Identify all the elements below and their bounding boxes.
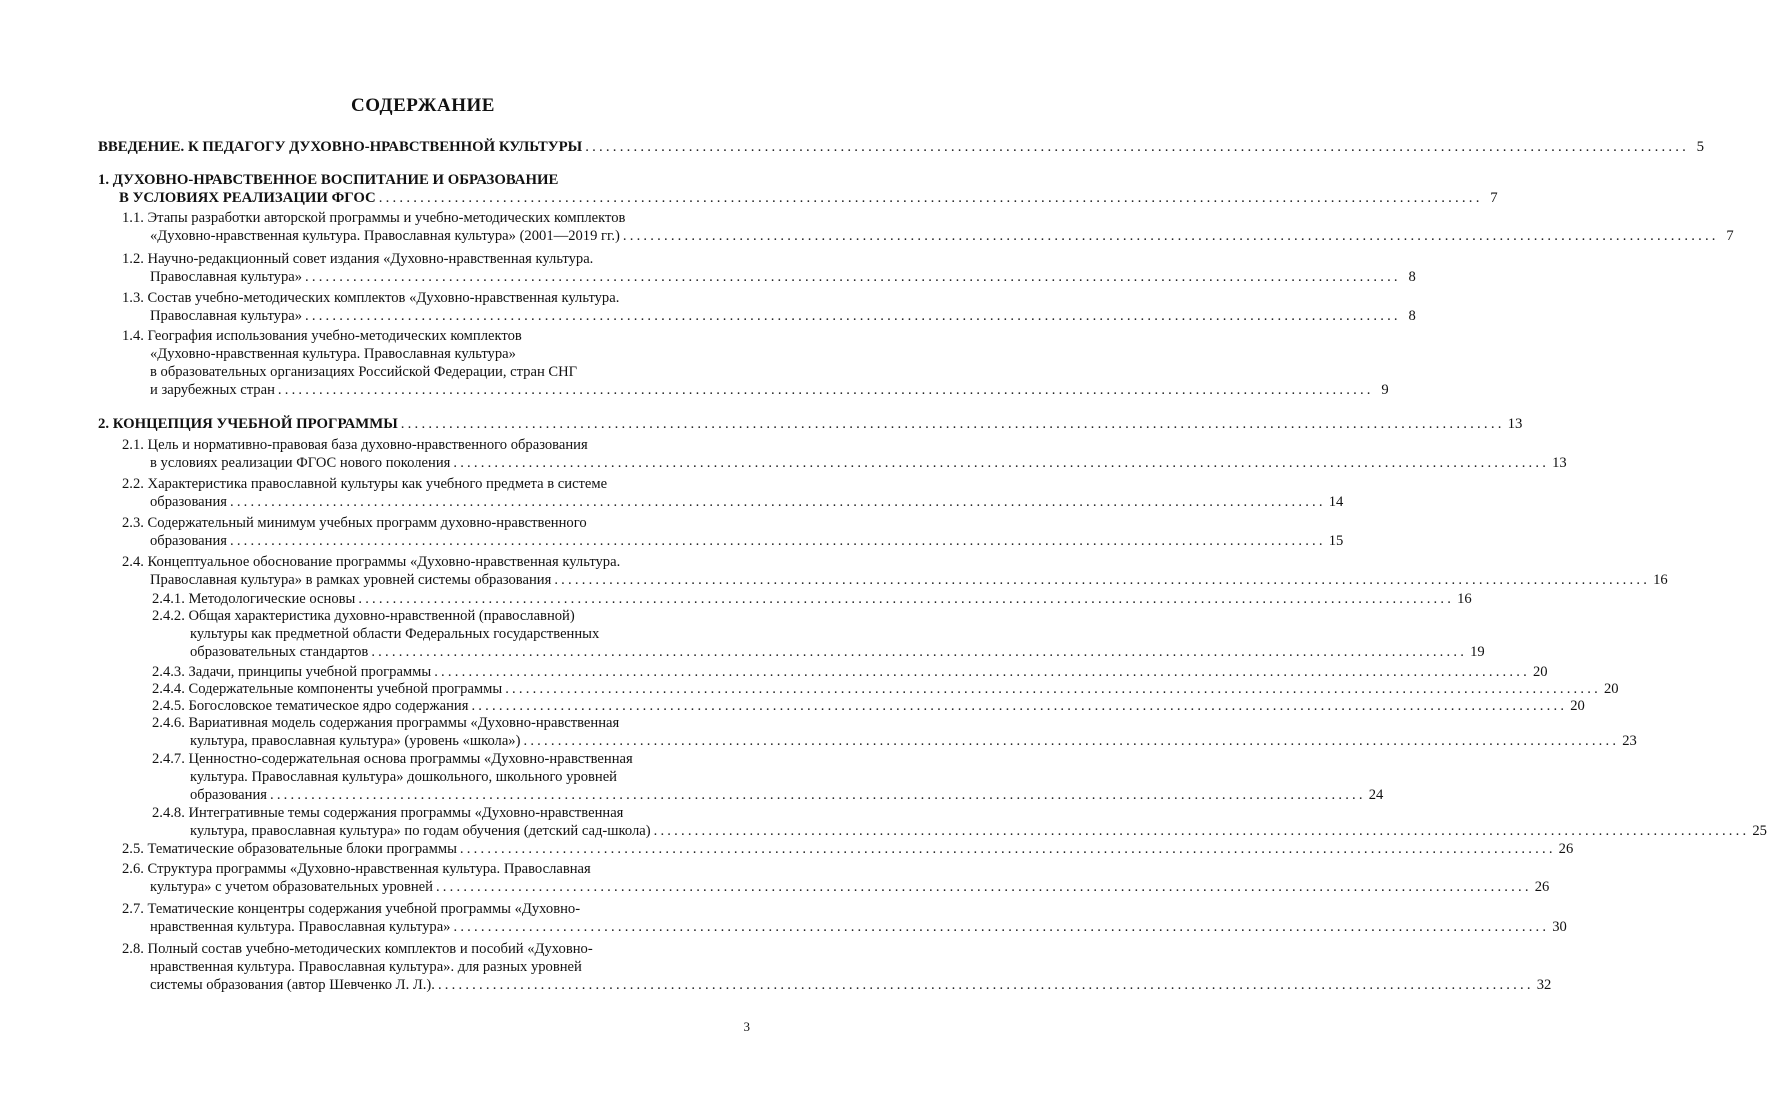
toc-entry-text: 2.6. Структура программы «Духовно-нравственная культура. Православная — [122, 861, 591, 877]
toc-entry-text: 2.4.4. Содержательные компоненты учебной программы — [152, 681, 503, 697]
toc-entry-text: в образовательных организациях Российской Федерации, стран СНГ — [150, 364, 578, 380]
toc-entry-text: 2.5. Тематические образовательные блоки программы — [122, 841, 457, 857]
toc-entry-text: 1.2. Научно-редакционный совет издания «Духовно-нравственная культура. — [122, 251, 594, 267]
toc-subsection — [122, 940, 1552, 994]
toc-entry-text: 2.4.2. Общая характеристика духовно-нравственной (православной) — [152, 608, 575, 624]
toc-subsection — [122, 289, 1416, 325]
toc-entry-text: культура. Православная культура» дошкольного, школьного уровней — [190, 769, 617, 785]
toc-entry-text: системы образования (автор Шевченко Л. Л.). — [150, 977, 435, 993]
toc-page-number: 32 — [1536, 977, 1552, 993]
toc-subsubsection — [152, 804, 1767, 840]
toc-page-number: 19 — [1470, 644, 1485, 660]
dot-leader: ................................................................................................................................................................ — [437, 977, 1534, 993]
toc-entry-text: 1.3. Состав учебно-методических комплектов «Духовно-нравственная культура. — [122, 290, 620, 306]
toc-entry-text: Православная культура» — [150, 269, 303, 285]
page-title: СОДЕРЖАНИЕ — [351, 95, 495, 116]
toc-subsubsection — [152, 697, 1585, 715]
toc-subsubsection — [152, 607, 1485, 661]
toc-page-number: 5 — [1696, 139, 1705, 155]
toc-subsection — [122, 553, 1668, 589]
toc-page-number: 24 — [1368, 787, 1384, 803]
dot-leader: ................................................................................................................................................................ — [523, 733, 1620, 749]
toc-section — [98, 138, 1705, 156]
toc-entry-text: 1.1. Этапы разработки авторской программы и учебно-методических комплектов — [122, 210, 626, 226]
toc-entry-text: 2.7. Тематические концентры содержания учебной программы «Духовно- — [122, 901, 581, 917]
dot-leader: ................................................................................................................................................................ — [400, 416, 1505, 432]
dot-leader: ................................................................................................................................................................ — [229, 533, 1326, 549]
toc-entry-text: 2.4. Концептуальное обоснование программы «Духовно-нравственная культура. — [122, 554, 621, 570]
dot-leader: ................................................................................................................................................................ — [378, 190, 1483, 206]
toc-page-number: 8 — [1408, 269, 1416, 285]
toc-entry-text: культура, православная культура» (уровень «школа») — [190, 733, 521, 749]
toc-entry-text: 2.2. Характеристика православной культуры как учебного предмета в системе — [122, 476, 608, 492]
toc-entry-text: «Духовно-нравственная культура. Православная культура» — [150, 346, 516, 362]
toc-entry-text: 2.4.5. Богословское тематическое ядро содержания — [152, 698, 469, 714]
dot-leader: ................................................................................................................................................................ — [453, 455, 1550, 471]
toc-entry-text: 2.3. Содержательный минимум учебных программ духовно-нравственного — [122, 515, 587, 531]
toc-page-number: 26 — [1534, 879, 1550, 895]
toc-page-number: 7 — [1726, 228, 1734, 244]
toc-subsection — [122, 514, 1344, 550]
toc-page-number: 13 — [1507, 416, 1523, 432]
toc-entry-text: и зарубежных стран — [150, 382, 275, 398]
toc-entry-text: 1. ДУХОВНО-НРАВСТВЕННОЕ ВОСПИТАНИЕ И ОБРАЗОВАНИЕ — [98, 172, 559, 188]
dot-leader: ................................................................................................................................................................ — [653, 823, 1750, 839]
toc-entry-text: культуры как предметной области Федеральных государственных — [190, 626, 600, 642]
toc-entry-text: 2.8. Полный состав учебно-методических комплектов и пособий «Духовно- — [122, 941, 593, 957]
toc-entry-text: образовательных стандартов — [190, 644, 369, 660]
dot-leader: ................................................................................................................................................................ — [459, 841, 1556, 857]
toc-subsection — [122, 209, 1734, 245]
toc-subsection — [122, 900, 1567, 936]
toc-page-number: 7 — [1490, 190, 1498, 206]
toc-entry-text: образования — [150, 494, 227, 510]
toc-subsection — [122, 327, 1389, 399]
toc-entry-text: 2.4.8. Интегративные темы содержания программы «Духовно-нравственная — [152, 805, 624, 821]
toc-subsubsection — [152, 750, 1384, 804]
toc-entry-text: 1.4. География использования учебно-методических комплектов — [122, 328, 522, 344]
toc-entry-text: ВВЕДЕНИЕ. К ПЕДАГОГУ ДУХОВНО-НРАВСТВЕННОЙ КУЛЬТУРЫ — [98, 139, 583, 155]
toc-page-number: 20 — [1603, 681, 1619, 697]
toc-entry-text: 2.4.7. Ценностно-содержательная основа программы «Духовно-нравственная — [152, 751, 633, 767]
toc-page-number: 15 — [1328, 533, 1344, 549]
page-number: 3 — [743, 1019, 750, 1034]
toc-entry-text: 2.4.1. Методологические основы — [152, 591, 356, 607]
toc-subsubsection — [152, 714, 1637, 750]
toc-subsection — [122, 860, 1550, 896]
toc-section — [98, 171, 1498, 207]
toc-page-number: 25 — [1752, 823, 1767, 839]
toc-subsection — [122, 436, 1567, 472]
toc-entry-text: 2. КОНЦЕПЦИЯ УЧЕБНОЙ ПРОГРАММЫ — [98, 416, 398, 432]
toc-entry-text: 2.1. Цель и нормативно-правовая база духовно-нравственного образования — [122, 437, 588, 453]
toc-subsubsection — [152, 680, 1619, 698]
dot-leader: ................................................................................................................................................................ — [453, 919, 1550, 935]
toc-page-number: 13 — [1552, 455, 1567, 471]
toc-entry-text: культура, православная культура» по годам обучения (детский сад-школа) — [190, 823, 651, 839]
dot-leader: ................................................................................................................................................................ — [471, 698, 1568, 714]
toc-entry-text: нравственная культура. Православная культура». для разных уровней — [150, 959, 582, 975]
toc-subsection — [122, 840, 1574, 858]
dot-leader: ................................................................................................................................................................ — [622, 228, 1719, 244]
dot-leader: ................................................................................................................................................................ — [585, 139, 1690, 155]
toc-page-number: 26 — [1558, 841, 1574, 857]
dot-leader: ................................................................................................................................................................ — [435, 879, 1532, 895]
toc-entry-text: образования — [190, 787, 267, 803]
dot-leader: ................................................................................................................................................................ — [554, 572, 1651, 588]
toc-page-number: 9 — [1381, 382, 1389, 398]
dot-leader: ................................................................................................................................................................ — [505, 681, 1601, 697]
toc-entry-text: Православная культура» в рамках уровней системы образования — [150, 572, 552, 588]
toc-page-number: 20 — [1532, 664, 1548, 680]
toc-entry-text: 2.4.3. Задачи, принципы учебной программы — [152, 664, 432, 680]
toc-page-number: 16 — [1457, 591, 1472, 607]
dot-leader: ................................................................................................................................................................ — [269, 787, 1366, 803]
toc-page-number: 14 — [1328, 494, 1344, 510]
toc-entry-text: «Духовно-нравственная культура. Православная культура» (2001—2019 гг.) — [150, 228, 620, 244]
toc-subsubsection — [152, 590, 1472, 608]
toc-entry-text: культура» с учетом образовательных уровней — [150, 879, 433, 895]
toc-page-number: 8 — [1408, 308, 1416, 324]
dot-leader: ................................................................................................................................................................ — [358, 591, 1455, 607]
toc-subsection — [122, 250, 1416, 286]
toc-entry-text: образования — [150, 533, 227, 549]
toc-entry-text: в условиях реализации ФГОС нового поколения — [150, 455, 451, 471]
toc-subsubsection — [152, 663, 1548, 681]
toc-entry-text: 2.4.6. Вариативная модель содержания программы «Духовно-нравственная — [152, 715, 620, 731]
toc-page-number: 23 — [1622, 733, 1637, 749]
toc-page-number: 30 — [1552, 919, 1567, 935]
toc-entry-text: нравственная культура. Православная культура» — [150, 919, 451, 935]
toc-page-number: 16 — [1653, 572, 1668, 588]
toc-page-number: 20 — [1570, 698, 1585, 714]
dot-leader: ................................................................................................................................................................ — [371, 644, 1468, 660]
dot-leader: ................................................................................................................................................................ — [277, 382, 1374, 398]
dot-leader: ................................................................................................................................................................ — [305, 308, 1401, 324]
dot-leader: ................................................................................................................................................................ — [229, 494, 1326, 510]
toc-subsection — [122, 475, 1344, 511]
dot-leader: ................................................................................................................................................................ — [434, 664, 1530, 680]
toc-section — [98, 415, 1523, 433]
toc-entry-text: Православная культура» — [150, 308, 303, 324]
toc-entry-text: В УСЛОВИЯХ РЕАЛИЗАЦИИ ФГОС — [119, 190, 376, 206]
dot-leader: ................................................................................................................................................................ — [305, 269, 1401, 285]
